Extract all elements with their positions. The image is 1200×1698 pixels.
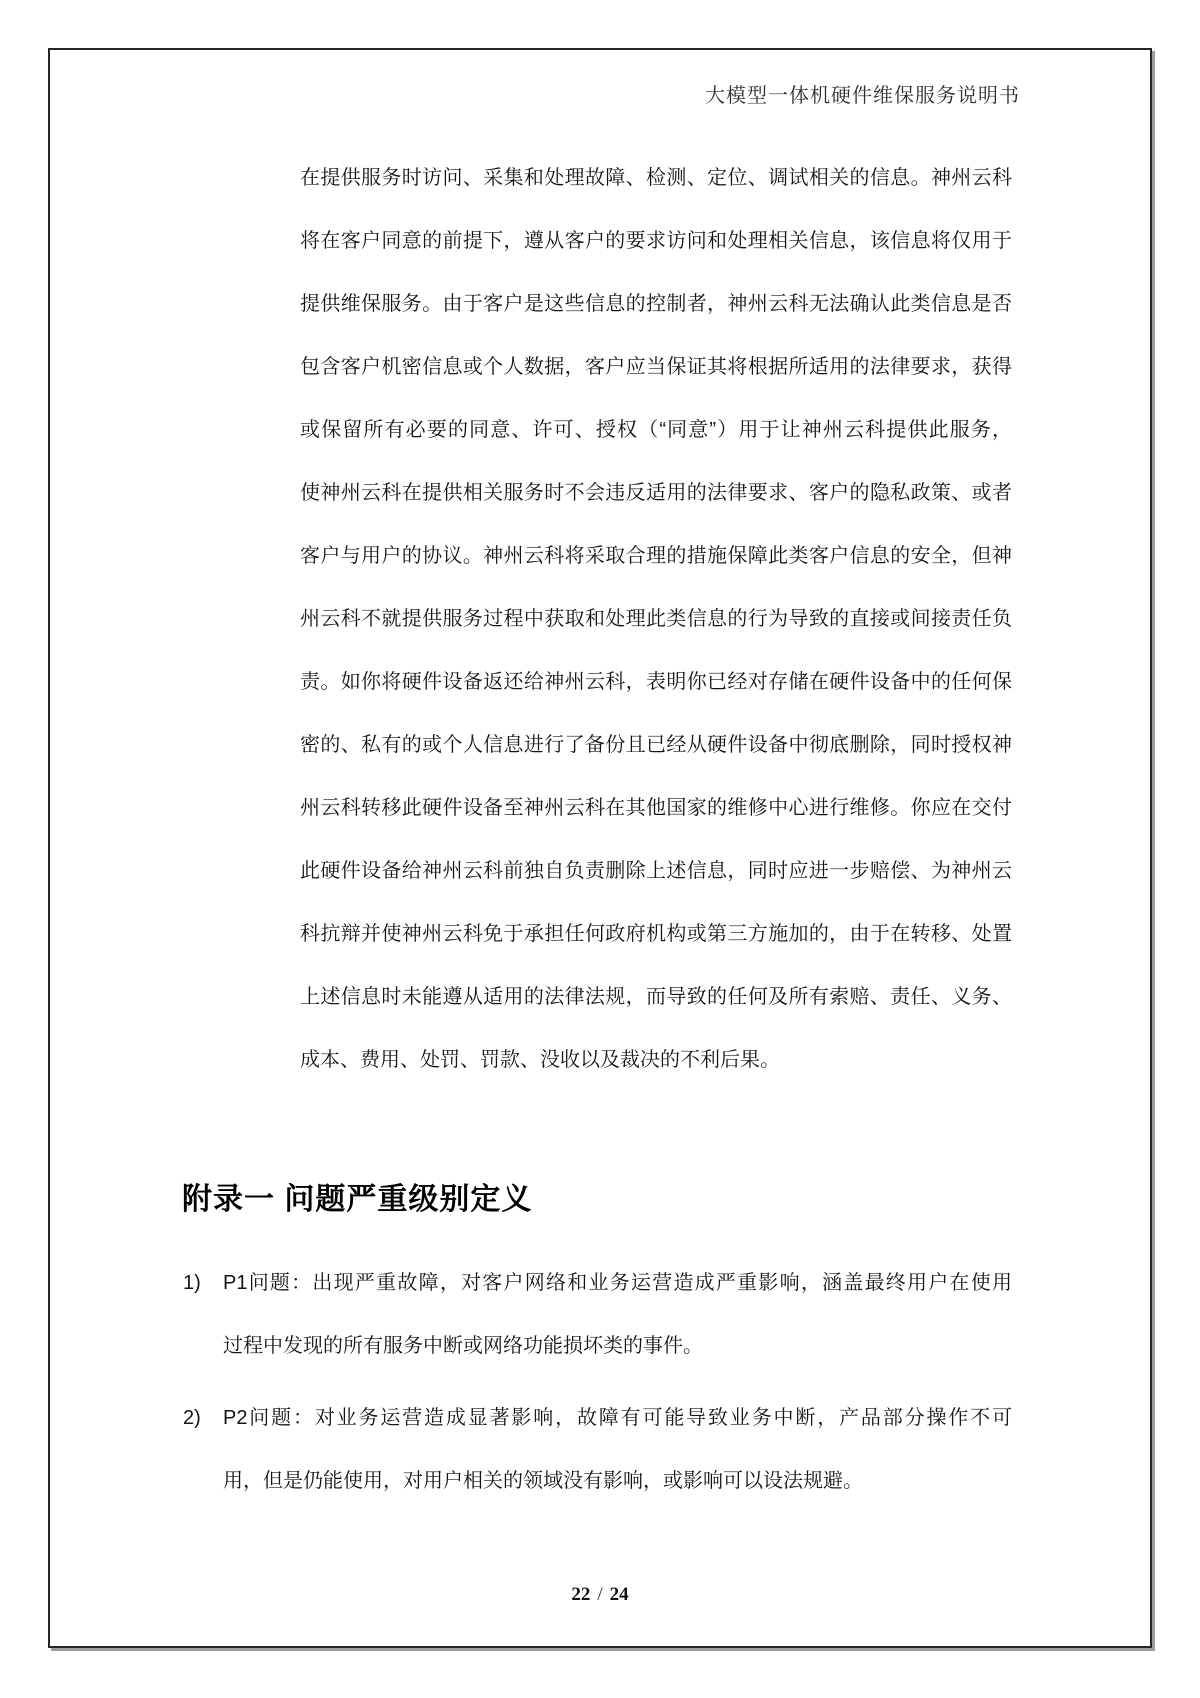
list-marker: 2) [183, 1407, 201, 1429]
paragraph-line: 包含客户机密信息或个人数据，客户应当保证其将根据所适用的法律要求，获得 [300, 356, 1012, 378]
paragraph-line: 提供维保服务。由于客户是这些信息的控制者，神州云科无法确认此类信息是否 [300, 293, 1012, 315]
paragraph-line: 此硬件设备给神州云科前独自负责删除上述信息，同时应进一步赔偿、为神州云 [300, 860, 1012, 882]
paragraph-line: 上述信息时未能遵从适用的法律法规，而导致的任何及所有索赔、责任、义务、 [300, 986, 1012, 1008]
paragraph-line: 客户与用户的协议。神州云科将采取合理的措施保障此类客户信息的安全，但神 [300, 545, 1012, 567]
list-item-line: P2问题：对业务运营造成显著影响，故障有可能导致业务中断，产品部分操作不可 [223, 1407, 1012, 1429]
paragraph-line: 责。如你将硬件设备返还给神州云科，表明你已经对存储在硬件设备中的任何保 [300, 671, 1012, 693]
severity-item-p2 [183, 1387, 1012, 1513]
paragraph-line: 密的、私有的或个人信息进行了备份且已经从硬件设备中彻底删除，同时授权神 [300, 734, 1012, 756]
page-number-separator: / [597, 1584, 603, 1605]
page-footer [0, 1582, 1200, 1608]
severity-item-p1 [183, 1252, 1012, 1378]
list-item-text [223, 1252, 1012, 1378]
body-paragraph [300, 147, 1012, 1092]
paragraph-line: 州云科不就提供服务过程中获取和处理此类信息的行为导致的直接或间接责任负 [300, 608, 1012, 630]
list-item-line: 过程中发现的所有服务中断或网络功能损坏类的事件。 [223, 1335, 703, 1357]
total-page-number: 24 [609, 1584, 629, 1605]
appendix-heading: 附录一 问题严重级别定义 [182, 1183, 533, 1216]
current-page-number: 22 [571, 1584, 591, 1605]
list-marker: 1) [183, 1272, 201, 1294]
list-item-text [223, 1387, 1012, 1513]
paragraph-line: 使神州云科在提供相关服务时不会违反适用的法律要求、客户的隐私政策、或者 [300, 482, 1012, 504]
paragraph-line: 州云科转移此硬件设备至神州云科在其他国家的维修中心进行维修。你应在交付 [300, 797, 1012, 819]
list-item-line: P1问题：出现严重故障，对客户网络和业务运营造成严重影响，涵盖最终用户在使用 [223, 1272, 1012, 1294]
paragraph-line: 在提供服务时访问、采集和处理故障、检测、定位、调试相关的信息。神州云科 [300, 167, 1012, 189]
paragraph-line: 或保留所有必要的同意、许可、授权（“同意”）用于让神州云科提供此服务， [300, 419, 1012, 441]
paragraph-line: 科抗辩并使神州云科免于承担任何政府机构或第三方施加的，由于在转移、处置 [300, 923, 1012, 945]
document-header-title: 大模型一体机硬件维保服务说明书 [705, 85, 1020, 107]
paragraph-line: 将在客户同意的前提下，遵从客户的要求访问和处理相关信息，该信息将仅用于 [300, 230, 1012, 252]
list-item-line: 用，但是仍能使用，对用户相关的领域没有影响，或影响可以设法规避。 [223, 1470, 863, 1492]
paragraph-line: 成本、费用、处罚、罚款、没收以及裁决的不利后果。 [300, 1049, 780, 1071]
